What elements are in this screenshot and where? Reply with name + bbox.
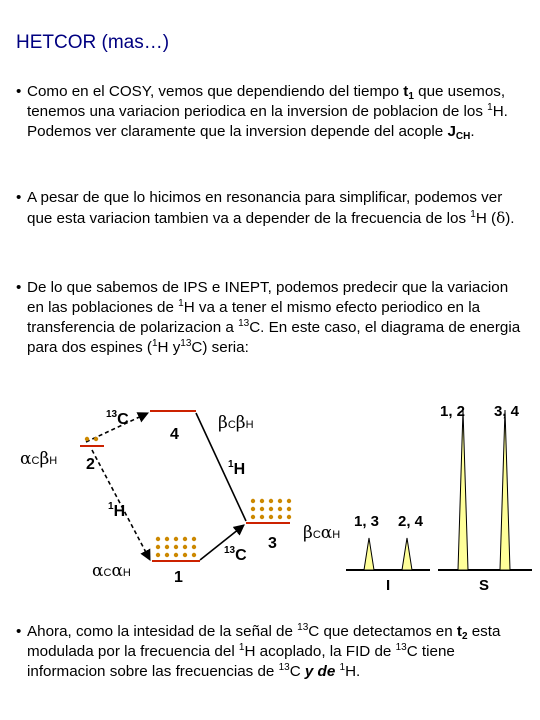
jch-symbol: J <box>447 123 456 140</box>
spectrum-s-label: S <box>479 577 490 594</box>
emphasis: y de <box>304 663 340 680</box>
t2-subscript: 2 <box>461 631 468 642</box>
jch-subscript: CH <box>455 131 471 142</box>
text: H. <box>345 663 361 680</box>
text: C tiene informacion sobre las frecuencias de <box>27 643 455 680</box>
text: C <box>289 663 305 680</box>
superscript: 1 <box>487 102 493 113</box>
bullet-marker: • <box>16 189 22 206</box>
spectrum-s-peak-34 <box>500 410 510 570</box>
text: . <box>470 123 475 140</box>
superscript: 13 <box>238 318 250 329</box>
level-number-4: 4 <box>170 426 179 443</box>
energy-level-diagram <box>0 380 540 620</box>
bullet-cosy-variation <box>16 82 526 142</box>
text: De lo que sabemos de IPS e INEPT, podemos predecir que la variacion en las poblaciones de <box>27 279 509 316</box>
spectrum-i-peak-13 <box>364 538 374 570</box>
superscript: 1 <box>178 298 184 309</box>
superscript: 1 <box>151 338 158 349</box>
bullet-marker: • <box>16 623 22 640</box>
text: H ( <box>475 210 497 227</box>
delta-symbol: δ <box>496 209 506 227</box>
level-number-3: 3 <box>268 535 277 552</box>
superscript: 13 <box>180 338 192 349</box>
superscript: 13 <box>278 662 290 673</box>
bullet-marker: • <box>16 83 22 100</box>
text: H acoplado, la FID de <box>244 643 396 660</box>
label-1h-right: $^1$H <box>228 459 246 478</box>
text: H y <box>157 339 181 356</box>
bullet-ips-inept <box>16 278 526 358</box>
state-label-beta-c-alpha-h: βCαH <box>303 523 341 543</box>
superscript: 1 <box>238 642 245 653</box>
spectrum-s-label-34: 3, 4 <box>494 403 520 420</box>
text: H va a tener el mismo efecto periodico en la transferencia de polarizacion a <box>27 299 481 336</box>
label-13c-bottom: $^{13}$C <box>224 545 247 564</box>
level-number-1: 1 <box>174 569 183 586</box>
text: C. En este caso, el diagrama de energia para dos espines ( <box>27 319 521 356</box>
page-title: HETCOR (mas…) <box>16 32 170 53</box>
spectrum-s-label-12: 1, 2 <box>440 403 466 420</box>
spectrum-s-peak-12 <box>458 410 468 570</box>
label-13c-top: $^{13}$C <box>106 409 129 428</box>
level-number-2: 2 <box>86 456 95 473</box>
superscript: 1 <box>339 662 346 673</box>
superscript: 13 <box>297 622 309 633</box>
spectrum-i-label-24: 2, 4 <box>398 513 424 530</box>
t1-symbol: t <box>403 83 409 100</box>
superscript: 13 <box>395 642 407 653</box>
spectrum-i-label-13: 1, 3 <box>354 513 380 530</box>
spectrum-i-peak-24 <box>402 538 412 570</box>
state-label-beta-c-beta-h: βCβH <box>218 413 254 433</box>
bullet-marker: • <box>16 279 22 296</box>
text: Como en el COSY, vemos que dependiendo del tiempo <box>27 83 404 100</box>
t1-subscript: 1 <box>408 91 414 102</box>
superscript: 1 <box>470 209 476 220</box>
text: ). <box>505 210 515 227</box>
population-dots-level-2 <box>85 437 98 441</box>
state-label-alpha-c-beta-h: αCβH <box>20 449 58 469</box>
t2-symbol: t <box>456 623 462 640</box>
text: Ahora, como la intesidad de la señal de <box>27 623 298 640</box>
state-label-alpha-c-alpha-h: αCαH <box>92 561 131 581</box>
text: A pesar de que lo hicimos en resonancia para simplificar, podemos ver que esta variacion tambien va a depender de la frecuencia de los <box>27 189 503 227</box>
text: C) seria: <box>191 339 249 356</box>
text: C que detectamos en <box>308 623 457 640</box>
population-dots-level-3 <box>251 499 291 519</box>
bullet-fid-information <box>16 622 526 682</box>
population-dots-level-1 <box>156 537 196 557</box>
text: que usemos, tenemos una variacion periodica en la inversion de poblacion de los <box>27 83 506 120</box>
spectrum-i-label: I <box>386 577 391 594</box>
label-1h-left: $^1$H <box>108 501 126 520</box>
bullet-resonance <box>16 188 526 229</box>
text: esta modulada por la frecuencia del <box>27 623 501 660</box>
text: H. Podemos ver claramente que la inversion depende del acople <box>27 103 508 140</box>
